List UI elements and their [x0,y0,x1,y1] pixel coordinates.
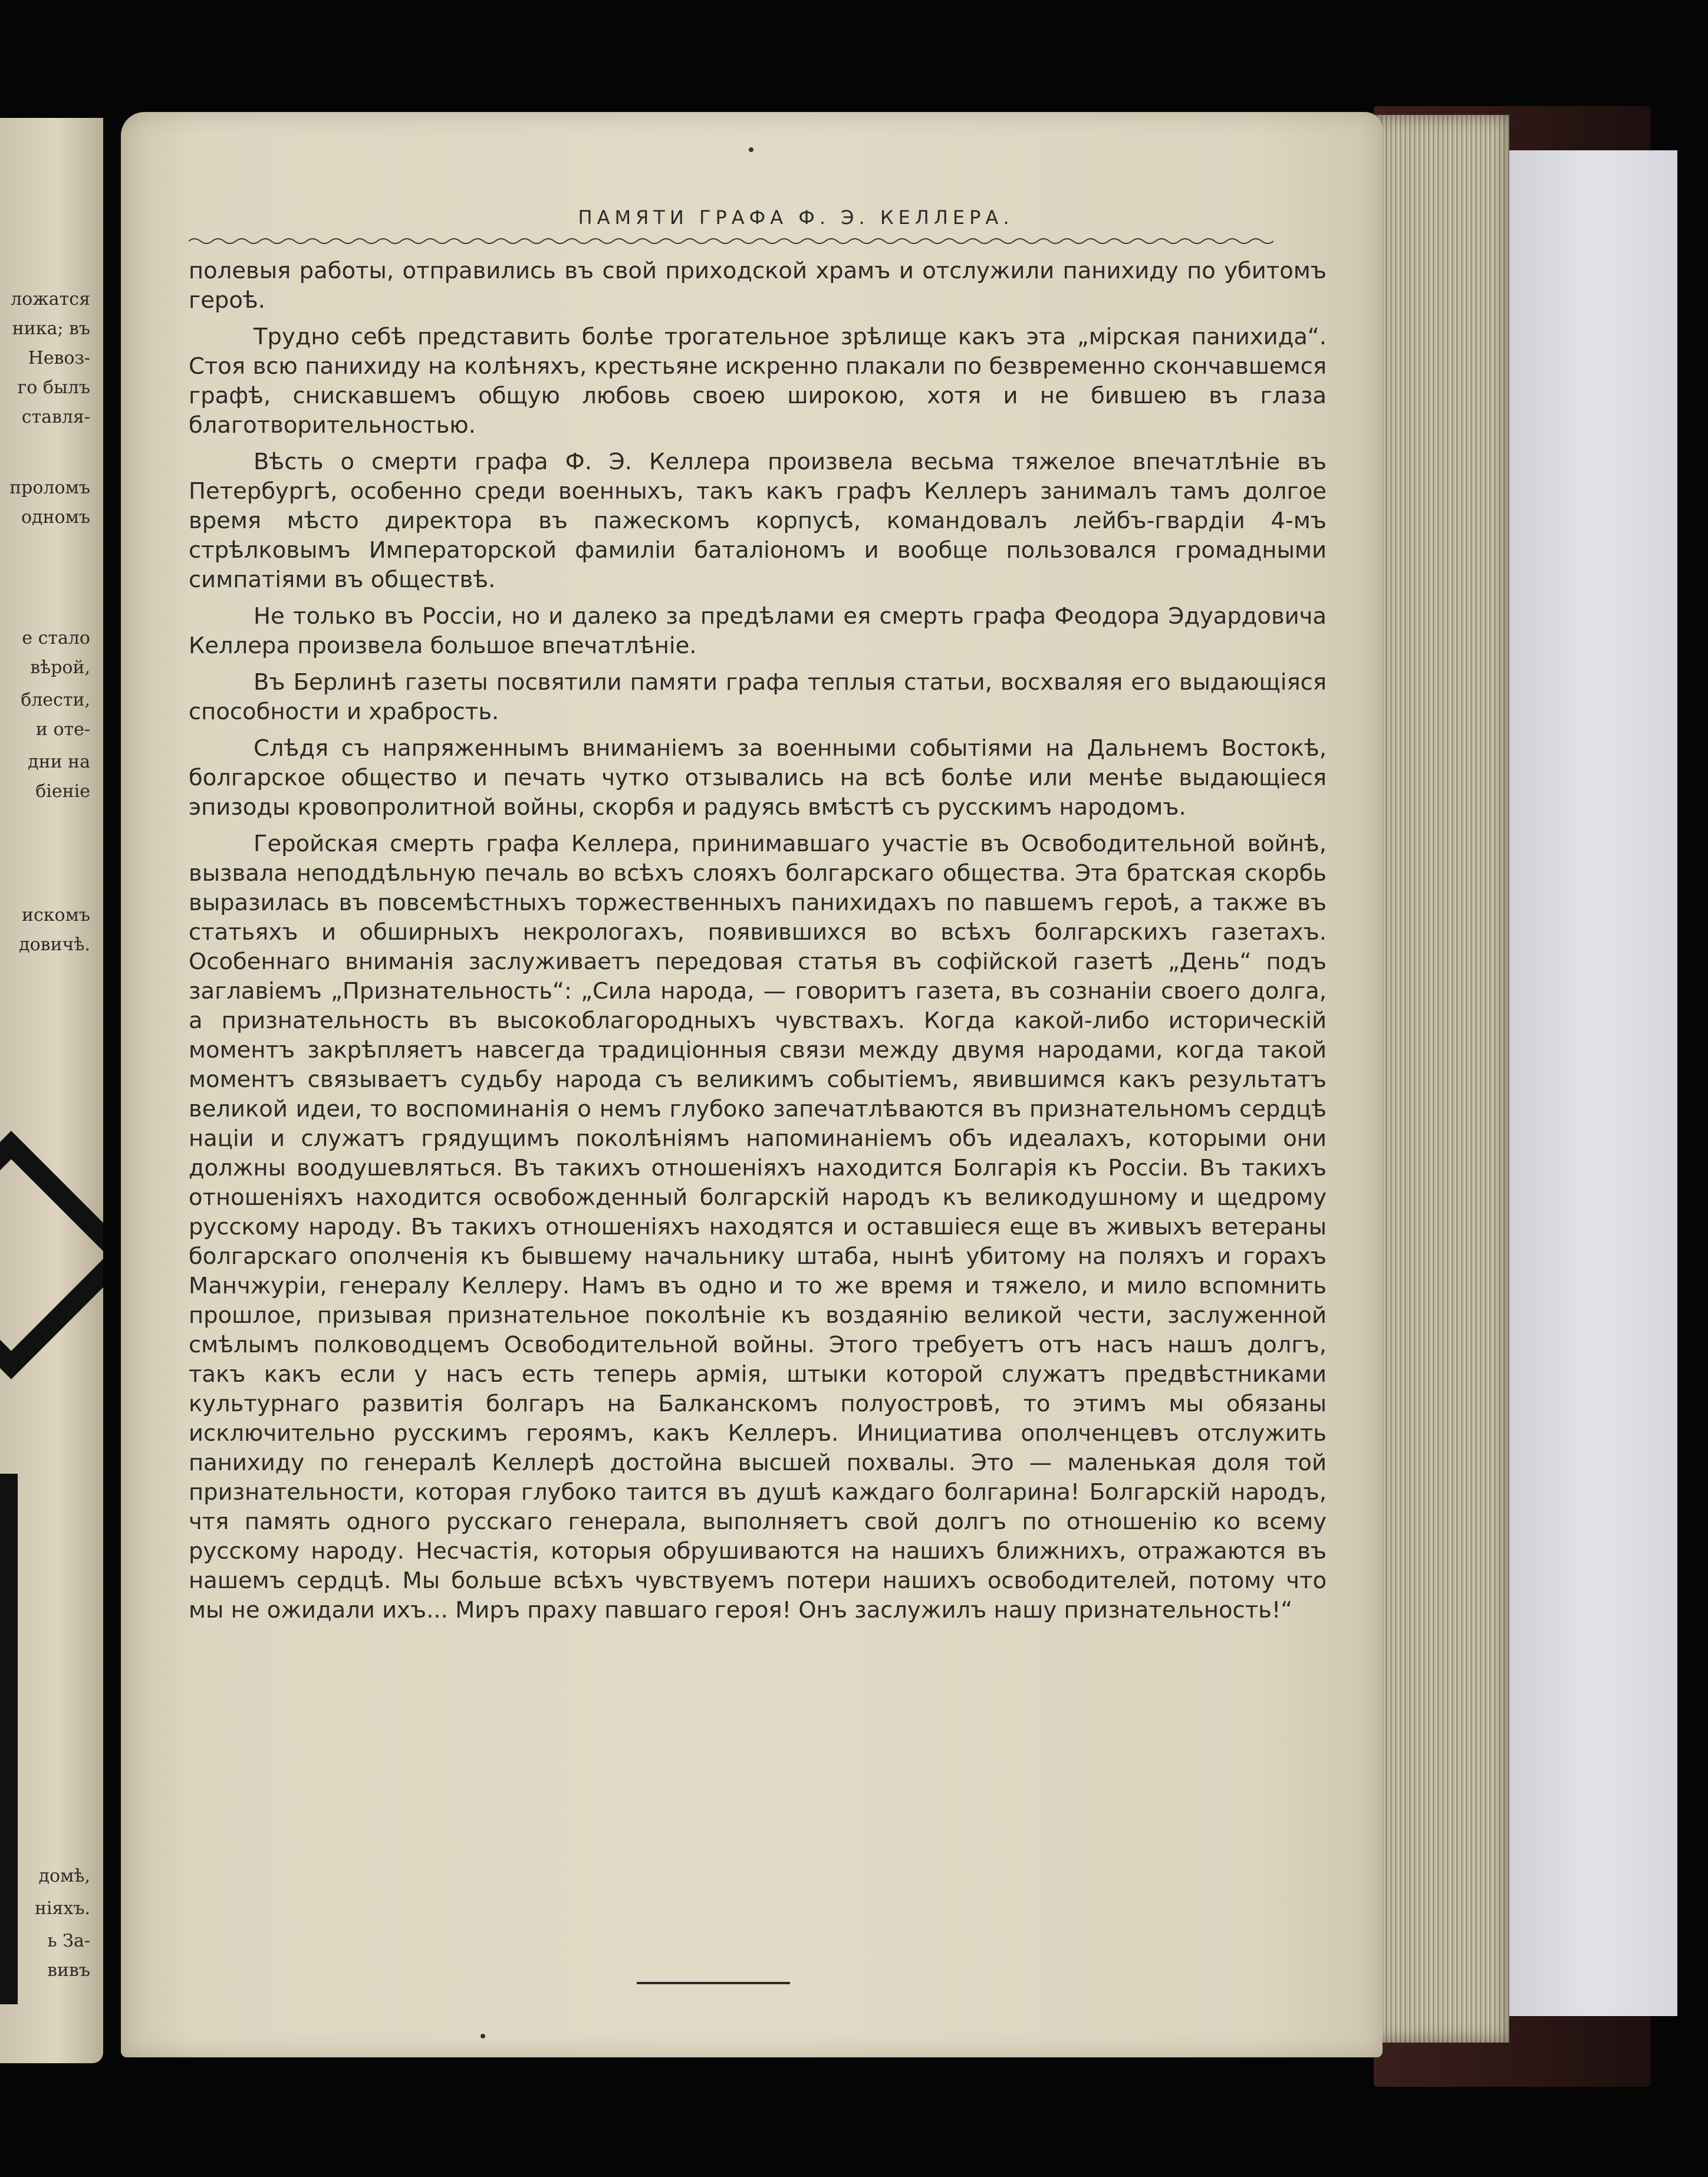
left-fragment: и оте- [35,719,90,740]
page-speck [749,147,753,152]
left-fragment: го былъ [17,377,90,398]
left-fragment: ложатся [11,289,90,309]
left-fragment: ника; въ [12,318,90,339]
left-fragment: вѣрой, [30,657,90,678]
cover-board [1506,150,1677,2016]
left-fragment: искомъ [21,905,90,926]
left-fragment: ь За- [47,1931,90,1951]
left-fragment: дни на [28,752,90,772]
book-page [121,112,1383,2057]
left-fragment: Невоз- [28,348,90,368]
left-page-ornament-bar [0,1474,18,2004]
page-edges [1374,115,1509,2043]
left-fragment: одномъ [21,507,90,528]
paragraph: Трудно себѣ представить болѣе трогательное зрѣлище какъ эта „мірская панихида“. Стоя всю панихиду на колѣняхъ, крестьяне искренно плакали по безвременно скончавшемся графѣ, снискавшемъ общую любовь своею широкою, хотя и не бившею въ глаза благотворительностью. [189,324,1327,439]
left-page [0,118,103,2063]
paragraph: Вѣсть о смерти графа Ф. Э. Келлера произвела весьма тяжелое впечатлѣніе въ Петербургѣ, особенно среди военныхъ, такъ какъ графъ Келлеръ занималъ тамъ долгое время мѣсто директора въ пажескомъ корпусѣ, командовалъ лейбъ-гвардіи 4-мъ стрѣлковымъ Императорской фамиліи баталіономъ и вообще пользовался громадными симпатіями въ обществѣ. [189,449,1327,593]
head-wavy-rule [189,233,1273,247]
left-fragment: блести, [21,690,90,710]
paragraph: Не только въ Россіи, но и далеко за предѣлами ея смерть графа Феодора Эдуардовича Келлера произвела большое впечатлѣніе. [189,603,1327,659]
body-text [189,256,1327,1632]
left-fragment: вивъ [47,1960,90,1981]
left-fragment: довичѣ. [19,934,90,955]
paragraph: Геройская смерть графа Келлера, принимавшаго участіе въ Освободительной войнѣ, вызвала неподдѣльную печаль во всѣхъ слояхъ болгарскаго общества. Эта братская скорбь выразилась въ повсемѣстныхъ торжественныхъ панихидахъ по павшемъ героѣ, а также въ статьяхъ и обширныхъ некрологахъ, появившихся во всѣхъ болгарскихъ газетахъ. Особеннаго вниманія заслуживаетъ передовая статья въ софійской газетѣ „День“ подъ заглавіемъ „Признательность“: „Сила народа, — говоритъ газета, въ сознаніи своего долга, а признательность въ высокоблагородныхъ чувствахъ. Когда какой-либо историческій моментъ закрѣпляетъ навсегда традиціонныя связи между двумя народами, когда такой моментъ связываетъ судьбу народа съ великимъ событіемъ, явившимся какъ результатъ великой идеи, то воспоминанія о немъ глубоко запечатлѣваются въ признательномъ сердцѣ націи и служатъ грядущимъ поколѣніямъ напоминаніемъ объ идеалахъ, которыми они должны воодушевляться. Въ такихъ отношеніяхъ находится Болгарія къ Россіи. Въ такихъ отношеніяхъ находится освобожденный болгарскій народъ къ великодушному и щедрому русскому народу. Въ такихъ отношеніяхъ находятся и оставшіеся еще въ живыхъ ветераны болгарскаго ополченія къ бывшему начальнику штаба, нынѣ убитому на поляхъ и горахъ Манчжуріи, генералу Келлеру. Намъ въ одно и то же время и тяжело, и мило вспомнить прошлое, призывая признательное поколѣніе къ воздаянію великой чести, заслуженной смѣлымъ полководцемъ Освободительной войны. Этого требуетъ отъ насъ нашъ долгъ, такъ какъ если у насъ есть теперь армія, штыки которой служатъ предвѣстниками культурнаго развитія болгаръ на Балканскомъ полуостровѣ, то этимъ мы обязаны исключительно русскимъ героямъ, какъ Келлеръ. Инициатива ополченцевъ отслужить панихиду по генералѣ Келлерѣ достойна высшей похвалы. Это — маленькая доля той признательности, которая глубоко таится въ душѣ каждаго болгарина! Болгарскій народъ, чтя память одного русскаго генерала, выполняетъ свой долгъ по отношенію ко всему русскому народу. Несчастія, которыя обрушиваются на нашихъ ближнихъ, отражаются въ нашемъ сердцѣ. Мы больше всѣхъ чувствуемъ потери нашихъ освободителей, потому что мы не ожидали ихъ... Миръ праху павшаго героя! Онъ заслужилъ нашу признательность!“ [189,831,1327,1623]
left-page-ornament [0,1131,103,1379]
paragraph: Въ Берлинѣ газеты посвятили памяти графа теплыя статьи, восхваляя его выдающіяся способности и храбрость. [189,669,1327,725]
paragraph: Слѣдя съ напряженнымъ вниманіемъ за военными событіями на Дальнемъ Востокѣ, болгарское общество и печать чутко отзывались на всѣ болѣе или менѣе выдающіеся эпизоды кровопролитной войны, скорбя и радуясь вмѣстѣ съ русскимъ народомъ. [189,735,1327,821]
left-fragment: ставля- [21,407,90,427]
running-head: ПАМЯТИ ГРАФА Ф. Э. КЕЛЛЕРА. [578,206,1014,229]
left-fragment: проломъ [9,477,90,498]
end-rule [637,1982,790,1984]
left-fragment: біеніе [35,781,90,802]
left-fragment: домѣ, [38,1866,90,1886]
left-fragment: ніяхъ. [34,1898,90,1919]
paragraph: полевыя работы, отправились въ свой приходской храмъ и отслужили панихиду по убитомъ героѣ. [189,258,1327,314]
left-fragment: е стало [22,628,90,648]
page-speck [481,2034,485,2038]
